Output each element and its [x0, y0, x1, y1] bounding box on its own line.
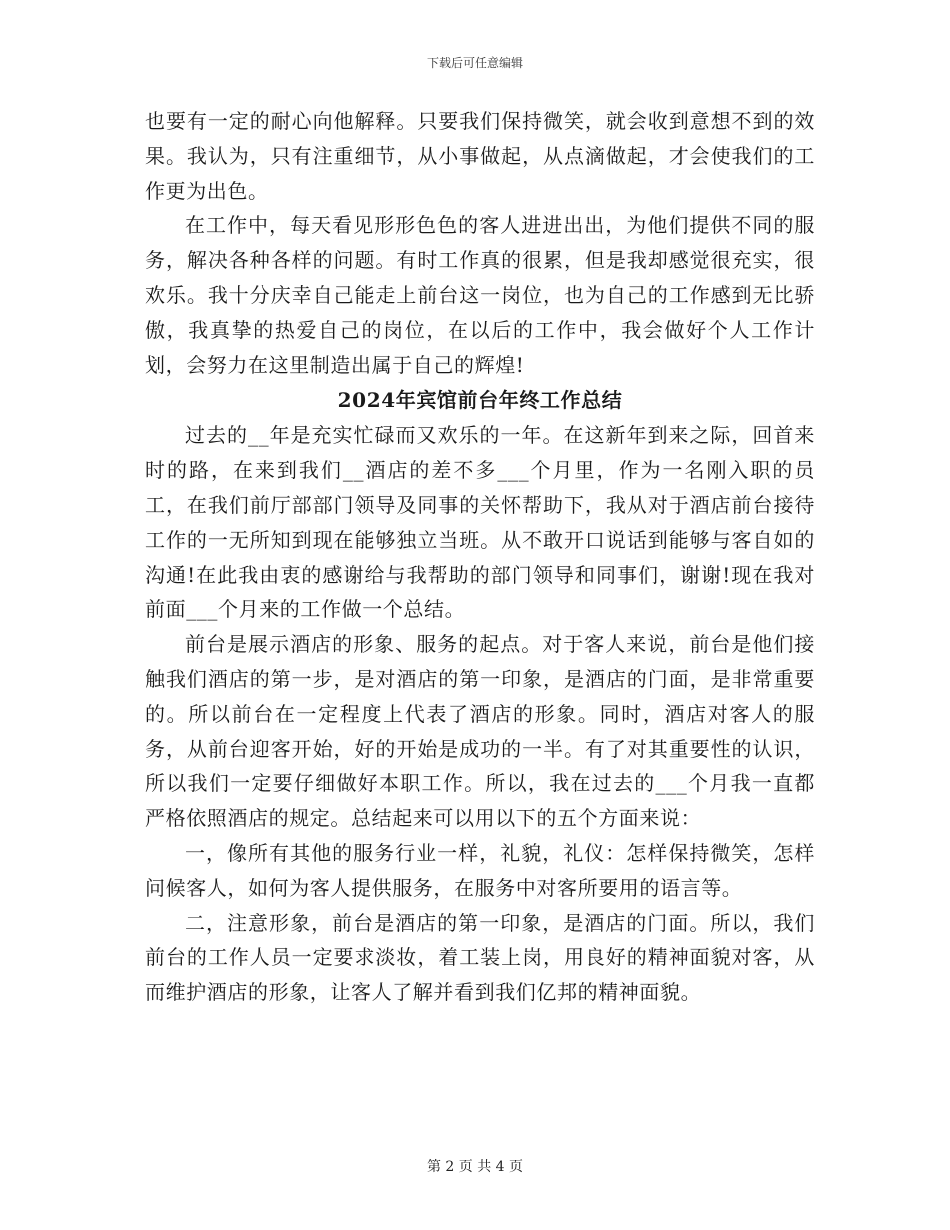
page-header: 下载后可任意编辑 — [426, 56, 523, 70]
paragraph-point-one: 一，像所有其他的服务行业一样，礼貌，礼仪：怎样保持微笑，怎样问候客人，如何为客人提供服务，在服务中对客所要用的语言等。 — [145, 840, 815, 900]
paragraph-intro: 过去的__年是充实忙碌而又欢乐的一年。在这新年到来之际，回首来时的路，在来到我们__酒店的差不多___个月里，作为一名刚入职的员工，在我们前厅部部门领导及同事的关怀帮助下，我从对于酒店前台接待工作的一无所知到现在能够独立当班。从不敢开口说话到能够与客自如的沟通!在此我由衷的感谢给与我帮助的部门领导和同事们，谢谢!现在我对前面___个月来的工作做一个总结。 — [145, 423, 815, 622]
paragraph-point-two: 二，注意形象，前台是酒店的第一印象，是酒店的门面。所以，我们前台的工作人员一定要求淡妆，着工装上岗，用良好的精神面貌对客，从而维护酒店的形象，让客人了解并看到我们亿邦的精神面貌。 — [145, 910, 815, 1005]
page-footer: 第 2 页 共 4 页 — [426, 1159, 524, 1175]
document-title: 2024年宾馆前台年终工作总结 — [337, 388, 623, 413]
paragraph-work-experience: 在工作中，每天看见形形色色的客人进进出出，为他们提供不同的服务，解决各种各样的问题。有时工作真的很累，但是我却感觉很充实，很欢乐。我十分庆幸自己能走上前台这一岗位，也为自己的工作感到无比骄傲，我真挚的热爱自己的岗位，在以后的工作中，我会做好个人工作计划，会努力在这里制造出属于自己的辉煌! — [145, 213, 815, 377]
paragraph-front-desk: 前台是展示酒店的形象、服务的起点。对于客人来说，前台是他们接触我们酒店的第一步，是对酒店的第一印象，是酒店的门面，是非常重要的。所以前台在一定程度上代表了酒店的形象。同时，酒店对客人的服务，从前台迎客开始，好的开始是成功的一半。有了对其重要性的认识，所以我们一定要仔细做好本职工作。所以，我在过去的___个月我一直都严格依照酒店的规定。总结起来可以用以下的五个方面来说： — [145, 632, 815, 831]
document-body — [145, 104, 815, 1010]
paragraph-continued: 也要有一定的耐心向他解释。只要我们保持微笑，就会收到意想不到的效果。我认为，只有注重细节，从小事做起，从点滴做起，才会使我们的工作更为出色。 — [145, 109, 815, 203]
